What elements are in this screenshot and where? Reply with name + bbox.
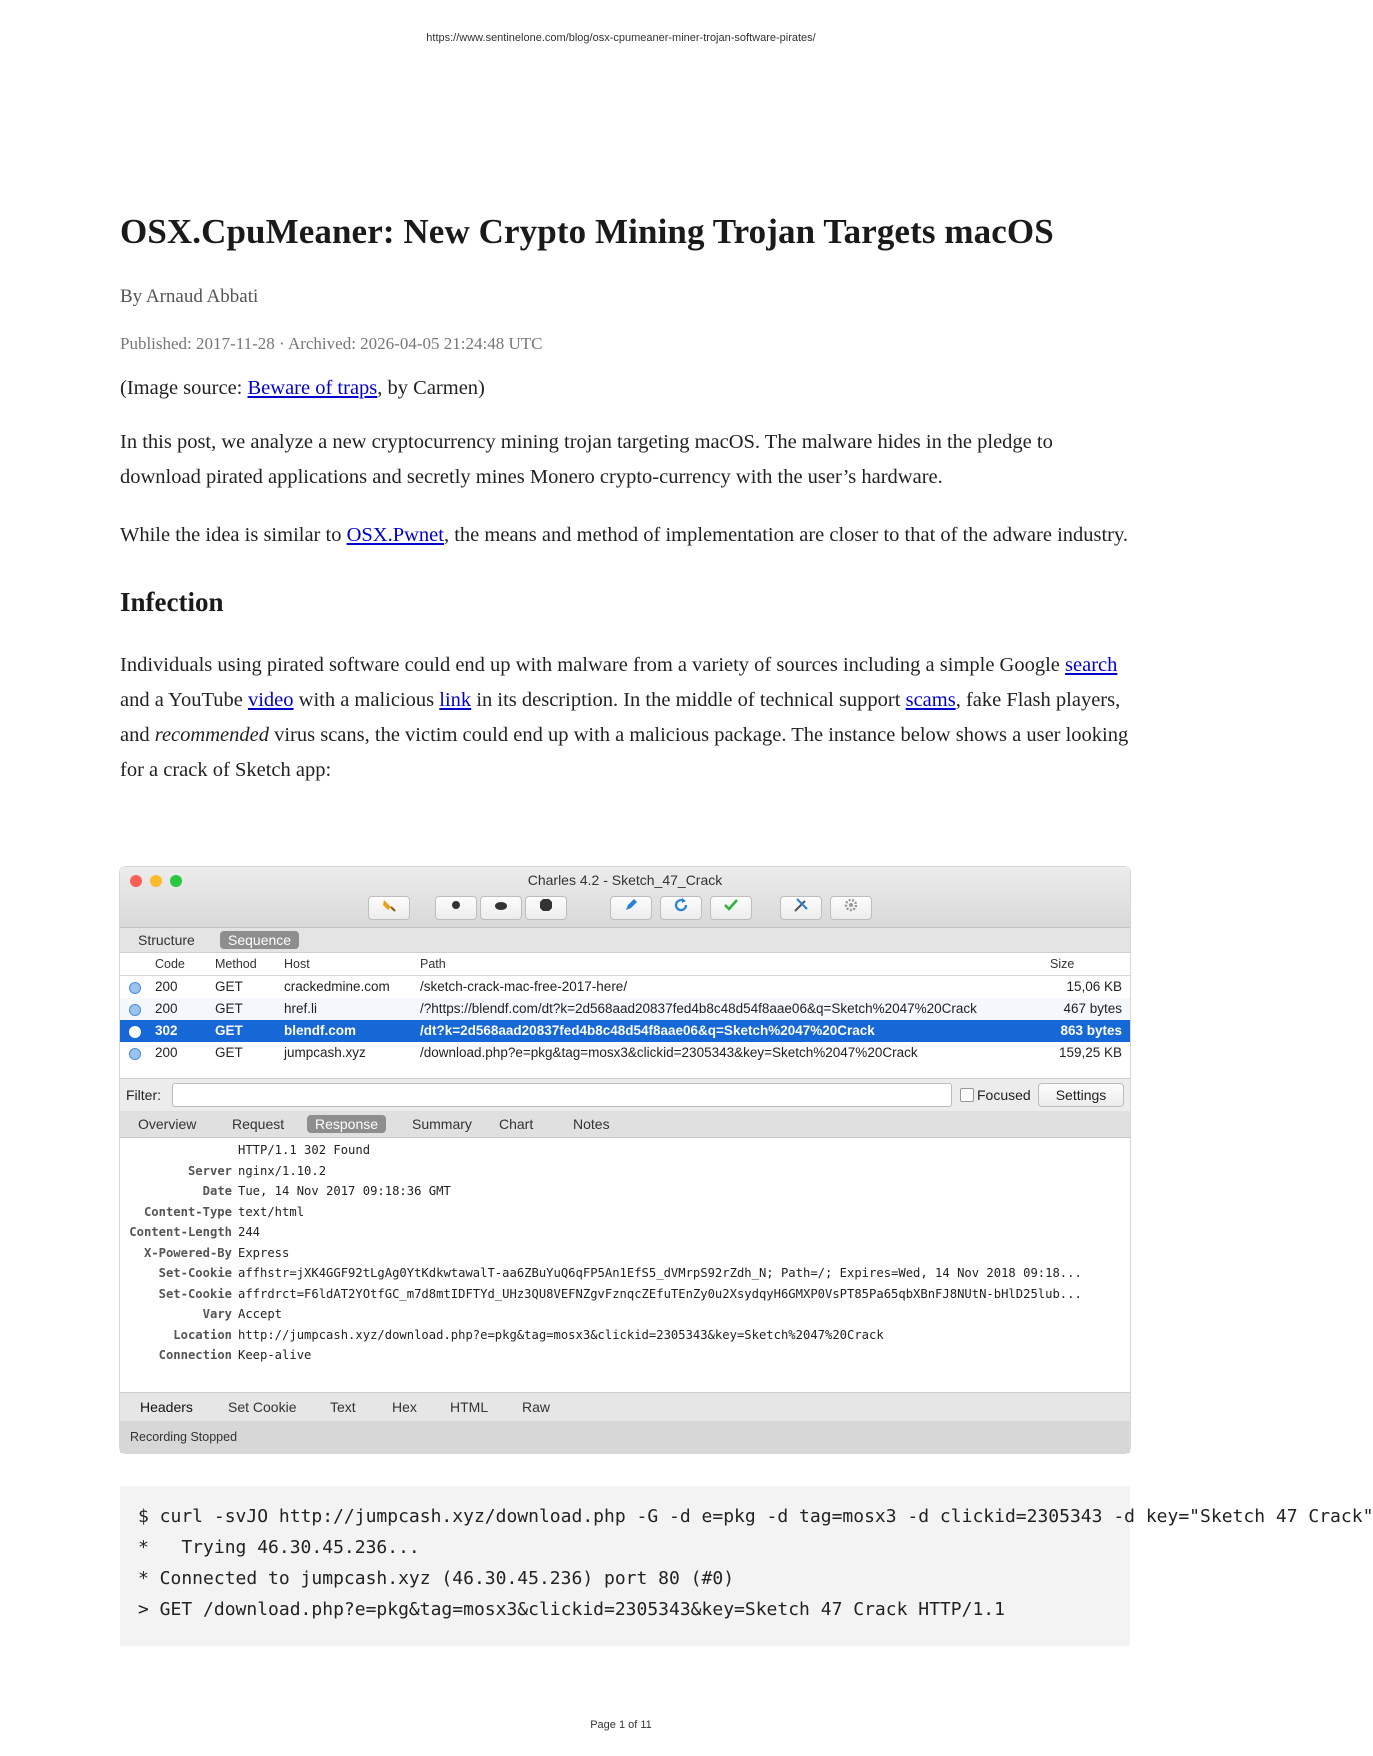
header-value: text/html bbox=[238, 1204, 305, 1219]
row-code: 200 bbox=[155, 979, 178, 994]
row-size: 15,06 KB bbox=[1066, 979, 1122, 994]
request-status-icon bbox=[129, 1048, 141, 1060]
tab-html[interactable]: HTML bbox=[450, 1399, 489, 1415]
recommended-emphasis: recommended bbox=[154, 724, 269, 746]
search-link[interactable]: search bbox=[1065, 654, 1118, 676]
row-size: 159,25 KB bbox=[1058, 1045, 1122, 1060]
table-row[interactable] bbox=[120, 1042, 1130, 1064]
infection-text-4: in its description. In the middle of technical support bbox=[471, 689, 906, 711]
row-method: GET bbox=[215, 979, 243, 994]
charles-status-bar bbox=[120, 1421, 1130, 1453]
osx-pwnet-link[interactable]: OSX.Pwnet bbox=[346, 524, 444, 546]
header-value: 244 bbox=[238, 1225, 261, 1239]
sequence-table-header bbox=[120, 957, 1130, 976]
settings-gear-icon[interactable] bbox=[830, 896, 872, 920]
beware-of-traps-link[interactable]: Beware of traps bbox=[247, 377, 378, 399]
status-line-row bbox=[120, 1140, 1130, 1160]
structure-view-tab[interactable]: Structure bbox=[138, 932, 195, 948]
header-key: Vary bbox=[202, 1307, 232, 1321]
recording-status: Recording Stopped bbox=[130, 1430, 238, 1444]
tab-response[interactable]: Response bbox=[307, 1115, 386, 1133]
header-row bbox=[120, 1304, 1130, 1324]
header-value: http://jumpcash.xyz/download.php?e=pkg&tag=mosx3&clickid=2305343&key=Sketch%2047%20Crack bbox=[238, 1327, 884, 1342]
filter-input[interactable] bbox=[172, 1083, 952, 1107]
table-row-selected[interactable] bbox=[120, 1020, 1130, 1042]
focused-label[interactable]: Focused bbox=[977, 1087, 1031, 1103]
record-icon[interactable] bbox=[435, 896, 477, 920]
row-size: 863 bytes bbox=[1060, 1023, 1122, 1038]
article-meta: Published: 2017-11-28 · Archived: 2026-04-05 21:24:48 UTC bbox=[120, 334, 543, 353]
malicious-link-link[interactable]: link bbox=[439, 689, 472, 711]
row-method: GET bbox=[215, 1045, 243, 1060]
tab-notes[interactable]: Notes bbox=[573, 1116, 610, 1132]
header-key: Set-Cookie bbox=[158, 1266, 232, 1280]
infection-paragraph bbox=[120, 648, 1130, 788]
code-line: * Connected to jumpcash.xyz (46.30.45.236) port 80 (#0) bbox=[138, 1568, 735, 1589]
video-link[interactable]: video bbox=[247, 689, 294, 711]
article-byline: By Arnaud Abbati bbox=[120, 286, 259, 307]
header-value: Express bbox=[238, 1245, 290, 1260]
row-size: 467 bytes bbox=[1063, 1001, 1122, 1016]
infection-heading: Infection bbox=[120, 587, 224, 617]
validate-check-icon[interactable] bbox=[710, 896, 752, 920]
header-key: Date bbox=[202, 1184, 232, 1198]
header-row bbox=[120, 1284, 1130, 1304]
row-host: jumpcash.xyz bbox=[284, 1045, 366, 1060]
header-row bbox=[120, 1161, 1130, 1181]
charles-window-title: Charles 4.2 - Sketch_47_Crack bbox=[527, 872, 723, 888]
row-host: crackedmine.com bbox=[284, 979, 390, 994]
infection-text-5: , fake Flash players, and bbox=[120, 689, 1121, 746]
curl-code-block bbox=[120, 1486, 1373, 1646]
infection-text-3: with a malicious bbox=[293, 689, 440, 711]
request-status-icon bbox=[129, 1004, 141, 1016]
infection-text-1: Individuals using pirated software could end up with malware from a variety of sources including a simple Google bbox=[120, 654, 1066, 676]
breakpoint-icon[interactable] bbox=[525, 896, 567, 920]
row-code: 200 bbox=[155, 1045, 178, 1060]
header-row bbox=[120, 1202, 1130, 1222]
page-number-footer: Page 1 of 11 bbox=[590, 1719, 652, 1731]
charles-titlebar bbox=[120, 867, 1130, 928]
settings-button[interactable]: Settings bbox=[1038, 1083, 1124, 1107]
header-key: Set-Cookie bbox=[158, 1286, 232, 1301]
tab-summary[interactable]: Summary bbox=[412, 1116, 472, 1132]
tab-request[interactable]: Request bbox=[232, 1116, 285, 1132]
intro-paragraph: In this post, we analyze a new cryptocurrency mining trojan targeting macOS. The malware hides in the pledge to download pirated applications and secretly mines Monero crypto-currency with the user’s hardware. bbox=[120, 431, 1053, 488]
row-path: /download.php?e=pkg&tag=mosx3&clickid=2305343&key=Sketch%2047%20Crack bbox=[420, 1045, 918, 1060]
header-key: X-Powered-By bbox=[143, 1245, 232, 1260]
header-key: Connection bbox=[158, 1348, 232, 1362]
pwnet-suffix: , the means and method of implementation are closer to that of the adware industry. bbox=[443, 524, 1129, 546]
tab-headers[interactable]: Headers bbox=[140, 1399, 193, 1415]
column-header-size[interactable]: Size bbox=[1050, 957, 1075, 971]
response-headers bbox=[120, 1140, 1130, 1366]
header-row bbox=[120, 1243, 1130, 1263]
article-body bbox=[120, 212, 1130, 788]
code-line: * Trying 46.30.45.236... bbox=[138, 1537, 420, 1558]
table-row[interactable] bbox=[120, 998, 1130, 1020]
header-value: Keep-alive bbox=[238, 1348, 312, 1362]
header-key: Content-Type bbox=[143, 1204, 232, 1219]
filter-bar bbox=[120, 1078, 1130, 1112]
header-row bbox=[120, 1222, 1130, 1242]
detail-tabs bbox=[120, 1111, 1130, 1138]
scams-link[interactable]: scams bbox=[905, 689, 956, 711]
row-host: href.li bbox=[284, 1001, 318, 1016]
http-status-line: HTTP/1.1 302 Found bbox=[238, 1143, 371, 1157]
header-value: affhstr=jXK4GGF92tLgAg0YtKdkwtawalT-aa6ZBuYuQ6qFP5An1EfS5_dVMrpS92rZdh_N; Path=/; Expires=Wed, 14 Nov 2018 09:18... bbox=[238, 1266, 1082, 1280]
source-suffix: , by Carmen) bbox=[377, 377, 485, 399]
tab-hex[interactable]: Hex bbox=[392, 1399, 417, 1415]
repeat-icon[interactable] bbox=[660, 896, 702, 920]
page-url-header: https://www.sentinelone.com/blog/osx-cpumeaner-miner-trojan-software-pirates/ bbox=[426, 32, 816, 44]
filter-label: Filter: bbox=[126, 1087, 161, 1103]
column-header-code[interactable]: Code bbox=[155, 957, 185, 971]
row-code: 302 bbox=[155, 1023, 178, 1038]
header-key: Content-Length bbox=[129, 1225, 232, 1239]
column-header-path[interactable]: Path bbox=[420, 957, 446, 971]
row-path: /dt?k=2d568aad20837fed4b8c48d54f8aae06&q=Sketch%2047%20Crack bbox=[420, 1023, 875, 1038]
infection-text-6: virus scans, the victim could end up with a malicious package. The instance below shows a user looking for a crack of Sketch app: bbox=[120, 724, 1129, 781]
header-value: Tue, 14 Nov 2017 09:18:36 GMT bbox=[238, 1184, 451, 1198]
focused-checkbox[interactable] bbox=[960, 1088, 974, 1102]
tools-icon[interactable] bbox=[780, 896, 822, 920]
infection-text-2: and a YouTube bbox=[120, 689, 248, 711]
row-path: /sketch-crack-mac-free-2017-here/ bbox=[420, 979, 628, 994]
pwnet-prefix: While the idea is similar to bbox=[120, 524, 347, 546]
header-row bbox=[120, 1345, 1130, 1365]
header-value: affrdrct=F6ldAT2YOtfGC_m7d8mtIDFTYd_UHz3QU8VEFNZgvFznqcZEfuTEnZy0u2XsydqyH6GMXP0VsPT85Pa65qbXBnFJ8NUtN-bHlD25lub... bbox=[238, 1286, 1082, 1301]
turtle-icon[interactable] bbox=[480, 896, 522, 920]
header-value: Accept bbox=[238, 1307, 283, 1321]
compose-pen-icon[interactable] bbox=[610, 896, 652, 920]
article-title: OSX.CpuMeaner: New Crypto Mining Trojan Targets macOS bbox=[120, 212, 1054, 251]
redirect-status-icon bbox=[129, 1026, 141, 1038]
response-view-tabs bbox=[120, 1392, 1130, 1422]
row-method: GET bbox=[215, 1023, 243, 1038]
broom-icon[interactable] bbox=[368, 896, 410, 920]
tab-overview[interactable]: Overview bbox=[138, 1116, 197, 1132]
tab-chart[interactable]: Chart bbox=[499, 1116, 534, 1132]
pwnet-paragraph bbox=[120, 518, 1130, 553]
row-code: 200 bbox=[155, 1001, 178, 1016]
image-source-paragraph bbox=[120, 371, 1130, 406]
tab-text[interactable]: Text bbox=[330, 1399, 356, 1415]
code-line: $ curl -svJO http://jumpcash.xyz/download.php -G -d e=pkg -d tag=mosx3 -d clickid=2305343 -d key="Sketch 47 Crack" bbox=[138, 1506, 1373, 1527]
row-host: blendf.com bbox=[284, 1023, 357, 1038]
tab-raw[interactable]: Raw bbox=[522, 1399, 551, 1415]
header-row bbox=[120, 1325, 1130, 1345]
column-header-method[interactable]: Method bbox=[215, 957, 257, 971]
header-value: nginx/1.10.2 bbox=[238, 1163, 327, 1178]
column-header-host[interactable]: Host bbox=[284, 957, 310, 971]
charles-window-screenshot bbox=[120, 867, 1130, 1453]
header-key: Location bbox=[173, 1327, 232, 1342]
row-method: GET bbox=[215, 1001, 243, 1016]
row-path: /?https://blendf.com/dt?k=2d568aad20837fed4b8c48d54f8aae06&q=Sketch%2047%20Crack bbox=[420, 1001, 977, 1016]
view-mode-bar bbox=[120, 928, 1130, 953]
request-status-icon bbox=[129, 982, 141, 994]
table-row[interactable] bbox=[120, 976, 1130, 998]
header-key: Server bbox=[187, 1163, 232, 1178]
header-row bbox=[120, 1181, 1130, 1201]
header-row bbox=[120, 1263, 1130, 1283]
sequence-view-tab[interactable]: Sequence bbox=[220, 931, 299, 949]
code-line: > GET /download.php?e=pkg&tag=mosx3&clickid=2305343&key=Sketch 47 Crack HTTP/1.1 bbox=[138, 1599, 1005, 1620]
source-prefix: (Image source: bbox=[120, 377, 248, 399]
tab-set-cookie[interactable]: Set Cookie bbox=[228, 1399, 297, 1415]
